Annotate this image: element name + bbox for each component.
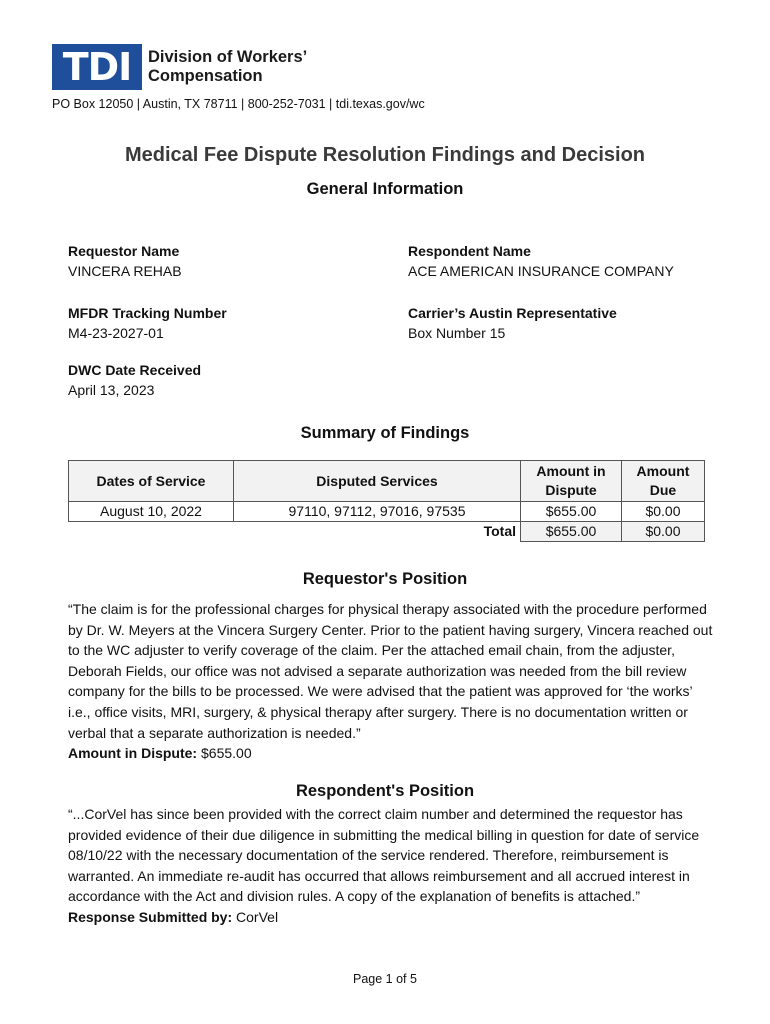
requestor-position-text: “The claim is for the professional charges for physical therapy associated with the procedure performed by Dr. W. Meyers at the Vincera Surgery Center. Prior to the patient having surgery, Vincera reached out to the WC adjuster to verify coverage of the claim. Per the attached email chain, from the adjuster, Deborah Fields, our office was not advised a separate authorization was needed from the bill review company for the bills to be processed. We were advised that the patient was approved for ‘the works’ i.e., office visits, MRI, surgery, & physical therapy after surgery. There is no documentation written or verbal that a separate authorization is needed.”: [68, 601, 713, 741]
total-amount: $655.00: [521, 522, 622, 542]
row-date: August 10, 2022: [69, 502, 234, 522]
general-info-heading: General Information: [306, 180, 464, 198]
col-due-line1: Amount: [636, 463, 690, 479]
total-due: $0.00: [622, 522, 705, 542]
respondent-value: ACE AMERICAN INSURANCE COMPANY: [408, 263, 674, 279]
page-title: Medical Fee Dispute Resolution Findings and Decision: [124, 144, 646, 166]
respondent-position-body: [68, 804, 714, 928]
row-services: 97110, 97112, 97016, 97535: [234, 502, 521, 522]
table-header-row: [69, 461, 705, 502]
carrier-field: [408, 303, 617, 343]
empty-cell: [69, 522, 234, 542]
page-number: Page 1 of 5: [353, 972, 417, 986]
requestor-position-body: [68, 599, 714, 764]
col-amount-due: [622, 461, 705, 502]
summary-table: [68, 460, 705, 542]
requestor-field: [68, 241, 182, 281]
requestor-position-heading: Requestor's Position: [302, 570, 468, 588]
carrier-label: Carrier’s Austin Representative: [408, 305, 617, 321]
summary-heading: Summary of Findings: [300, 424, 470, 442]
respondent-field: [408, 241, 674, 281]
respondent-label: Respondent Name: [408, 243, 531, 259]
respondent-position-text: “...CorVel has since been provided with the correct claim number and determined the requestor has provided evidence of their due diligence in submitting the medical billing in question for date of service 08/10/22 with the necessary documentation of the service rendered. Therefore, reimbursement is warranted. An immediate re-audit has occurred that allows reimbursement and all accrued interest in accordance with the Act and division rules. A copy of the explanation of benefits is attached.”: [68, 806, 700, 905]
amount-in-dispute-value: $655.00: [201, 745, 252, 762]
col-due-line2: Due: [649, 482, 677, 498]
org-name: Division of Workers’ Compensation: [148, 48, 307, 85]
col-disputed-services: Disputed Services: [234, 461, 521, 502]
row-due: $0.00: [622, 502, 705, 522]
tracking-field: [68, 303, 227, 343]
response-submitted-value: CorVel: [236, 908, 279, 925]
respondent-position-heading: Respondent's Position: [295, 782, 475, 800]
amount-in-dispute-label: Amount in Dispute:: [68, 745, 198, 762]
col-dates-of-service: Dates of Service: [69, 461, 234, 502]
total-label: Total: [483, 523, 516, 540]
received-value: April 13, 2023: [68, 382, 155, 398]
received-label: DWC Date Received: [68, 362, 202, 378]
requestor-label: Requestor Name: [68, 243, 180, 259]
col-amount-line1: Amount in: [536, 463, 606, 479]
received-field: [68, 360, 201, 400]
response-submitted-label: Response Submitted by:: [68, 908, 233, 925]
tracking-value: M4-23-2027-01: [68, 325, 164, 341]
tracking-label: MFDR Tracking Number: [68, 305, 227, 321]
tdi-logo: TDI: [52, 44, 142, 90]
col-amount-line2: Dispute: [545, 482, 597, 498]
col-amount-in-dispute: [521, 461, 622, 502]
address-line: PO Box 12050 | Austin, TX 78711 | 800-252-7031 | tdi.texas.gov/wc: [52, 97, 425, 111]
table-row: [69, 502, 705, 522]
table-total-row: [69, 522, 705, 542]
carrier-value: Box Number 15: [408, 325, 506, 341]
row-amount: $655.00: [521, 502, 622, 522]
requestor-value: VINCERA REHAB: [68, 263, 182, 279]
